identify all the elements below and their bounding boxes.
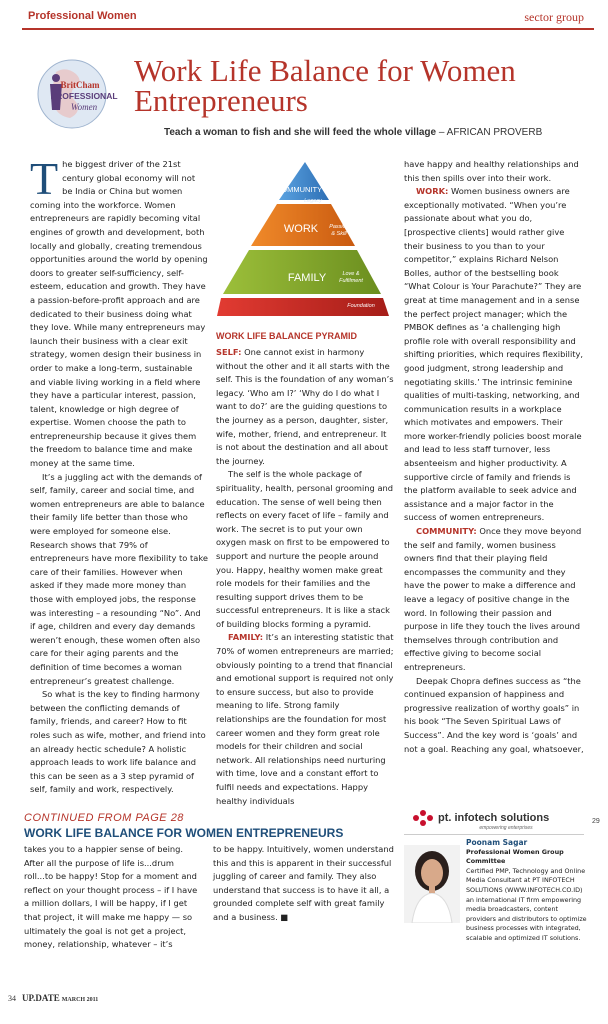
col1-paragraph-1: he biggest driver of the 21st century global economy will not be India or China but women coming into the workforce. Women entrepreneurs are rapidly becoming vital engines of growth and development, both locally and globally, creating tremendous opportunities around the world by opening doors to greater self-sufficiency, self-esteem, education and growth. They have a passion-before-profit approach and are dedicated to their business doing what they love. While many entrepreneurs may launch their business with a clear exit strategy, women design their business in order to make a long-term, sustainable and viable living working in a field where they have a particular interest, passion, talent, knowledge or high degree of expertise. Women choose the path to entrepreneurship because it gives them the freedom to balance time and make money at the same time. bbox=[30, 159, 208, 469]
header-rule bbox=[22, 28, 594, 30]
author-role: Professional Women Group Committee bbox=[466, 847, 564, 866]
label-love: Love & bbox=[342, 271, 360, 277]
label-legacy: Legacy bbox=[304, 198, 322, 204]
label-fulfilment: Fulfilment bbox=[339, 278, 363, 284]
ad-divider bbox=[404, 834, 584, 835]
article-title-line2: Entrepreneurs bbox=[134, 83, 308, 118]
column-1 bbox=[30, 153, 208, 797]
author-photo bbox=[404, 845, 460, 923]
family-label: FAMILY: bbox=[228, 632, 264, 643]
continued-column-1: takes you to a happier sense of being. After all the purpose of life is...drum roll...to be happy! Stop for a moment and reflect on your thought process – if I have a million dollars, I will be happy, if I get that project, it will make me happy — so ultimately the goal is not get a project, money, relationship, whatever – it’s bbox=[24, 844, 198, 950]
label-foundation: Foundation bbox=[347, 303, 375, 309]
page-number-right: 29 bbox=[592, 818, 600, 825]
proverb-text: Teach a woman to fish and she will feed the whole village bbox=[164, 127, 437, 138]
col3-paragraph-0: have happy and healthy relationships and this then spills over into their work. bbox=[404, 159, 579, 183]
article-title bbox=[134, 53, 584, 118]
pyramid-heading: WORK LIFE BALANCE PYRAMID bbox=[216, 331, 357, 341]
author-bio bbox=[466, 838, 588, 944]
label-passion: Passion bbox=[329, 224, 349, 230]
magazine-name: UP.DATE bbox=[22, 993, 60, 1003]
page-number-left: 34 bbox=[8, 994, 16, 1003]
continued-column-2: to be happy. Intuitively, women understand this and this is apparent in their successful juggling of career and family. They also understand that success is to have it all, a grounded complete self with great family and a business. ■ bbox=[213, 844, 394, 922]
logo-line3: Women bbox=[70, 102, 98, 112]
col3-paragraph-3: Deepak Chopra defines success as “the continued expansion of happiness and progressive realization of worthy goals” in his book “The Seven Spiritual Laws of Success”. And the key word is ‘goals’ and not a goal. Reaching any goal, whatsoever, bbox=[404, 675, 584, 754]
britcham-logo bbox=[26, 58, 126, 130]
col2-paragraph-1: One cannot exist in harmony without the other and it all starts with the self. This is the foundation of any woman’s legacy. ‘Who am I?’ ‘Why do I do what I want to do?’ are the guiding questions to the journey as a person, daughter, sister, wife, mother, friend, and entrepreneur. It is not about the destination and all about the journey. bbox=[216, 347, 394, 466]
col3-paragraph-1: Women business owners are exceptionally motivated. “When you’re passionate about what you do, [prospective clients] would rather give their business to you than to your competitor,” explains Richard Nelson Bolles, author of the bestselling book “What Colour is Your Parachute?” They are great at time management and in a sense the perfect project manager; which the PMBOK defines as ‘a challenging high profile role with overall responsibility and shifting priorities, which requires flexibility, good judgment, strong leadership and negotiating skills.’ The intrinsic feminine qualities of multi-tasking, networking, and communication results in a workplace which motivates and empowers. Their more worker-friendly policies boost morale and lead to less staff turnover, less absenteeism and higher productivity. A supportive circle of family and friends is the platform available to seek advice and assistance and a major factor in the success of women entrepreneurs. bbox=[404, 186, 584, 523]
col1-paragraph-3: So what is the key to finding harmony between the conflicting demands of family, friends, and career? How to fit roles such as wife, mother, and friend into an already hectic schedule? A holistic approach leads to work life balance and this can be seen as a 3 step pyramid of self, family and work, respectively. bbox=[30, 689, 206, 795]
article-title-line1: Work Life Balance for Women bbox=[134, 53, 516, 88]
issue-date: MARCH 2011 bbox=[61, 997, 99, 1003]
continued-label: CONTINUED FROM PAGE 28 bbox=[24, 812, 184, 824]
continued-title: WORK LIFE BALANCE FOR WOMEN ENTREPRENEURS bbox=[24, 826, 344, 840]
pyramid-tier-community bbox=[279, 162, 329, 200]
label-skill: & Skill bbox=[331, 231, 347, 237]
work-life-balance-pyramid bbox=[217, 160, 397, 325]
article-subtitle bbox=[164, 127, 542, 138]
column-3 bbox=[404, 158, 584, 756]
column-2 bbox=[216, 346, 394, 808]
community-label: COMMUNITY: bbox=[416, 526, 477, 537]
infotech-logo bbox=[406, 806, 566, 832]
logo-line2: PROFESSIONAL bbox=[50, 91, 118, 101]
author-name: Poonam Sagar bbox=[466, 838, 528, 847]
footer bbox=[8, 993, 98, 1003]
infotech-tagline: empowering enterprises bbox=[479, 825, 533, 831]
section-label: Professional Women bbox=[28, 10, 137, 22]
label-family: FAMILY bbox=[287, 272, 327, 284]
author-description: Certified PMP, Technology and Online Media Consultant at PT INFOTECH SOLUTIONS (WWW.INFOTECH.CO.ID) an international IT firm empowering media broadcasters, content providers and distributors to optimize business processes with integrated, scalable and optimized IT solutions. bbox=[466, 866, 587, 942]
drop-cap: T bbox=[30, 153, 59, 204]
col2-paragraph-3: It’s an interesting statistic that 70% of women entrepreneurs are married; obviously pointing to a trend that financial and emotional support is required not only to ensure success, but also to provide meaning to life. Strong family relationships are the foundation for most career women and they form great role models for their children and social network. All relationships need nurturing with time, love and a constant effort to fulfil needs and expectations. Happy healthy individuals bbox=[216, 632, 394, 806]
sector-group-label: sector group bbox=[524, 10, 584, 24]
proverb-source: – AFRICAN PROVERB bbox=[436, 127, 543, 138]
col1-paragraph-2: It’s a juggling act with the demands of self, family, career and social time, and women entrepreneurs are able to balance their family life better than those who were employed for someone else. Research shows that 79% of entrepreneurs have more flexibility to take care of their families. However when asked if they made more money than those with employed jobs, the response was interesting – a resounding “No”. And if age, children and every day demands weren’t enough, these women often also care for their aging parents and the definition of time becomes a woman entrepreneur’s greatest challenge. bbox=[30, 471, 208, 686]
col3-paragraph-2: Once they move beyond the self and family, women business owners find that their playing field encompasses the community and they have the power to make a difference and leave a legacy of positive change in the word. In following their passion and purpose in life they touch the lives around themselves through contribution and effective giving to become social entrepreneurs. bbox=[404, 526, 582, 672]
self-label: SELF: bbox=[216, 347, 242, 357]
label-work: WORK bbox=[283, 223, 319, 235]
infotech-brand: pt. infotech solutions bbox=[438, 812, 550, 824]
work-label: WORK: bbox=[416, 186, 449, 197]
label-community: COMMUNITY bbox=[275, 185, 323, 194]
col2-paragraph-2: The self is the whole package of spirituality, health, personal grooming and education. The sense of well being then reflects on every facet of life – family and work. The secret is to put your own oxygen mask on first to be empowered to support and nurture the people around you. Happy, healthy women make great role models for their families and the resulting support drives them to be successful entrepreneurs. It is like a stack of building blocks forming a pyramid. bbox=[216, 469, 394, 629]
label-self: SELF bbox=[292, 315, 318, 325]
logo-line1: BritCham bbox=[60, 80, 100, 90]
